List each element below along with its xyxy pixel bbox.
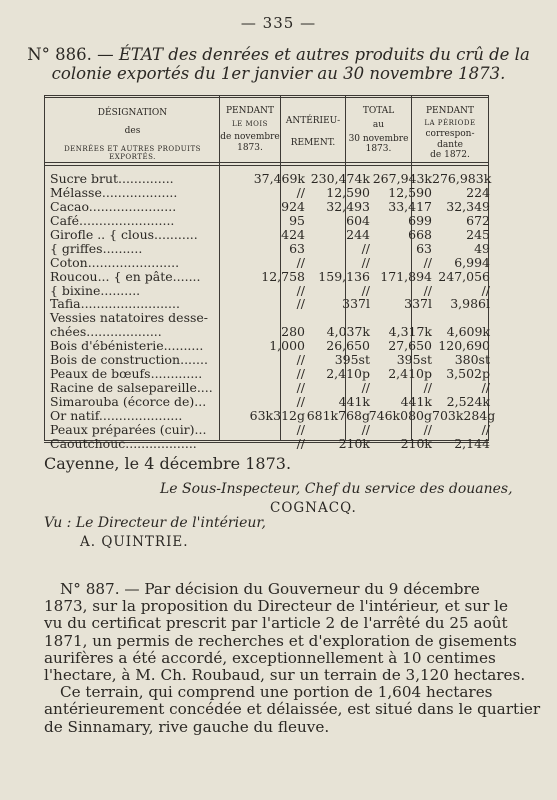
heading-line-2: colonie exportés du 1er janvier au 30 novembre 1873. [51,64,506,83]
cell-prior: // [361,241,370,256]
cell-previous-year: 120,690 [438,338,490,353]
cell-month: 424 [281,227,305,242]
table-row [50,436,490,451]
heading-number: N° 886. [27,45,92,64]
cell-prior: 159,136 [318,269,370,284]
table-row [50,310,490,325]
table-row [50,269,490,284]
row-label: Mélasse................... [50,185,178,200]
paragraph-line: 1873, sur la proposition du Directeur de l'intérieur, et sur le [44,597,509,616]
table-row [50,408,496,423]
cell-prior: 395st [334,352,370,367]
cell-month: // [296,394,305,409]
header-col-month [220,106,280,153]
row-label: Tafia......................... [50,296,180,311]
cell-prior: 230,474k [310,171,370,186]
cell-prior: 32,493 [326,199,370,214]
cell-prior: // [361,422,370,437]
cell-total: // [423,380,432,395]
table-row [50,255,490,270]
cell-prior: 681k768g [306,408,370,423]
row-label: Girofle .. { clous........... [50,227,198,242]
paragraph-line: aurifères a été accordé, exceptionnellement à 10 centimes [44,648,496,667]
place-date: Cayenne, le 4 décembre 1873. [44,454,292,473]
row-label: Peaux préparées (cuir)... [50,422,207,437]
cell-month: 924 [281,199,305,214]
cell-total: 4,317k [388,324,432,339]
signatory-title: Le Sous-Inspecteur, Chef du service des douanes, [160,481,513,497]
table-row [50,296,490,311]
cell-month: 1,000 [269,338,305,353]
header-col-prev-2: LA PÉRIODE [424,119,476,128]
cell-month: // [296,380,305,395]
cell-prior: 244 [346,227,370,242]
header-col-prior-1: ANTÉRIEU- [285,116,341,126]
header-col-total-3: 30 novembre [348,133,409,144]
table-row [50,366,490,381]
cell-month: // [296,296,305,311]
cell-previous-year: 2,144 [454,436,490,451]
cell-total: 171,894 [380,269,432,284]
cell-prior: 210k [338,436,370,451]
cell-previous-year: 3,502p [446,366,490,381]
table-row [50,185,490,200]
signatory-name: COGNACQ. [270,500,357,516]
table-header-border [44,162,489,163]
table-row [50,422,490,437]
cell-previous-year: 672 [466,213,490,228]
table-row [50,352,490,367]
heading-title-1: — ÉTAT des denrées et autres produits du crû de la [97,45,530,64]
cell-total: 267,943k [372,171,432,186]
cell-prior: // [361,255,370,270]
header-designation [50,108,215,161]
paragraph-line: de Sinnamary, rive gauche du fleuve. [44,717,330,736]
header-designation-des: des [124,126,141,137]
header-col-month-1: PENDANT [225,106,275,116]
table-top-border [44,95,489,98]
cell-total: 441k [400,394,432,409]
header-col-prev-1: PENDANT [425,106,475,116]
paragraph-line: vu du certificat prescrit par l'article 2 de l'arrêté du 25 août [44,614,508,633]
cell-total: 12,590 [388,185,432,200]
table-left-border [44,96,45,441]
row-label: Peaux de bœufs............. [50,366,203,381]
cell-month: 63 [289,241,305,256]
heading-line-1 [0,45,557,64]
cell-prior: 604 [346,213,370,228]
cell-total: // [423,283,432,298]
row-label: Simarouba (écorce de)... [50,394,207,409]
cell-prior: 2,410p [326,366,370,381]
header-col-total-4: 1873. [365,144,392,155]
table-row [50,213,490,228]
cell-prior: 26,650 [326,338,370,353]
table-row [50,171,490,186]
cell-total: 699 [408,213,432,228]
cell-previous-year: 247,056 [438,269,490,284]
cell-month: // [296,352,305,367]
row-label: Caoutchouc.................. [50,436,197,451]
cell-total: 63 [416,241,432,256]
cell-prior: // [361,380,370,395]
table-row [50,199,490,214]
row-label: Or natif..................... [50,408,183,423]
row-label: Vessies natatoires desse- [50,310,209,325]
header-col-prev-4: dante [437,139,463,150]
header-col-month-2: LE MOIS [232,120,268,129]
row-label: Café........................ [50,213,175,228]
paragraph-line: antérieurement concédée et délaissée, est situé dans le quartier [44,700,541,719]
cell-prior: 4,037k [326,324,370,339]
page-number: — 335 — [240,14,317,32]
cell-prior: // [361,283,370,298]
vu-name: A. QUINTRIE. [80,534,189,550]
cell-previous-year: 224 [466,185,490,200]
header-col-previous-year [412,106,488,160]
cell-previous-year: 6,994 [454,255,490,270]
header-col-prior [281,116,345,149]
cell-previous-year: 2,524k [446,394,490,409]
table-row [50,241,490,256]
header-col-prior-2: REMENT. [290,138,336,149]
cell-total: 668 [408,227,432,242]
cell-total: 2,410p [388,366,432,381]
row-label: Racine de salsepareille.... [50,380,213,395]
cell-previous-year: 245 [466,227,490,242]
vu-line: Vu : Le Directeur de l'intérieur, [44,515,266,531]
cell-total: 33,417 [388,199,432,214]
row-label: Sucre brut.............. [50,171,174,186]
table-header-border-2 [44,165,489,166]
cell-month: 12,758 [261,269,305,284]
cell-previous-year: // [481,422,490,437]
cell-previous-year: 276,983k [432,171,492,186]
cell-previous-year: 4,609k [446,324,490,339]
header-col-total [346,106,411,154]
cell-total: // [423,422,432,437]
paragraph-line: 1871, un permis de recherches et d'exploration de gisements [44,631,517,650]
cell-month: // [296,422,305,437]
cell-month: 37,469k [253,171,305,186]
cell-total: // [423,255,432,270]
row-label: Coton....................... [50,255,180,270]
header-col-month-3: de novembre [220,132,280,143]
header-col-month-4: 1873. [237,142,263,153]
row-label: Bois d'ébénisterie.......... [50,338,204,353]
header-col-total-2: au [372,120,385,131]
cell-total: 27,650 [388,338,432,353]
cell-month: // [296,366,305,381]
cell-month: // [296,283,305,298]
row-label: { bixine.......... [50,283,141,298]
header-col-prev-5: de 1872. [430,150,470,161]
paragraph-line: Ce terrain, qui comprend une portion de 1,604 hectares [60,683,493,702]
cell-total: 210k [400,436,432,451]
cell-previous-year: 703k284g [432,408,496,423]
cell-previous-year: // [481,380,490,395]
row-label: Cacao...................... [50,199,177,214]
cell-previous-year: // [481,283,490,298]
table-row [50,227,490,242]
header-designation-title: DÉSIGNATION [97,108,168,118]
cell-prior: 12,590 [326,185,370,200]
table-row [50,338,490,353]
cell-previous-year: 49 [474,241,490,256]
paragraph-line: l'hectare, à M. Ch. Roubaud, sur un terrain de 3,120 hectares. [44,666,526,684]
cell-month: 95 [289,213,305,228]
header-col-prev-3: correspon- [425,129,475,140]
cell-month: // [296,185,305,200]
table-row [50,380,490,395]
row-label: Bois de construction....... [50,352,208,367]
paragraph-line: N° 887. — Par décision du Gouverneur du 9 décembre [60,580,480,598]
header-designation-subtitle: DENRÉES ET AUTRES PRODUITS EXPORTÉS. [64,144,201,161]
table-row [50,394,490,409]
cell-previous-year: 32,349 [446,199,490,214]
cell-prior: 337l [342,296,370,311]
row-label: { griffes.......... [50,241,143,256]
cell-total: 337l [404,296,432,311]
cell-previous-year: 380st [454,352,490,367]
row-label: chées................... [50,324,162,339]
row-label: Roucou... { en pâte....... [50,269,201,284]
cell-month: 63k312g [249,408,305,423]
cell-prior: 441k [338,394,370,409]
table-row [50,324,490,339]
cell-month: // [296,436,305,451]
cell-total: 395st [396,352,432,367]
header-col-total-1: TOTAL [362,106,395,116]
cell-previous-year: 3,986l [450,296,490,311]
cell-month: 280 [281,324,305,339]
cell-total: 746k080g [368,408,432,423]
cell-month: // [296,255,305,270]
